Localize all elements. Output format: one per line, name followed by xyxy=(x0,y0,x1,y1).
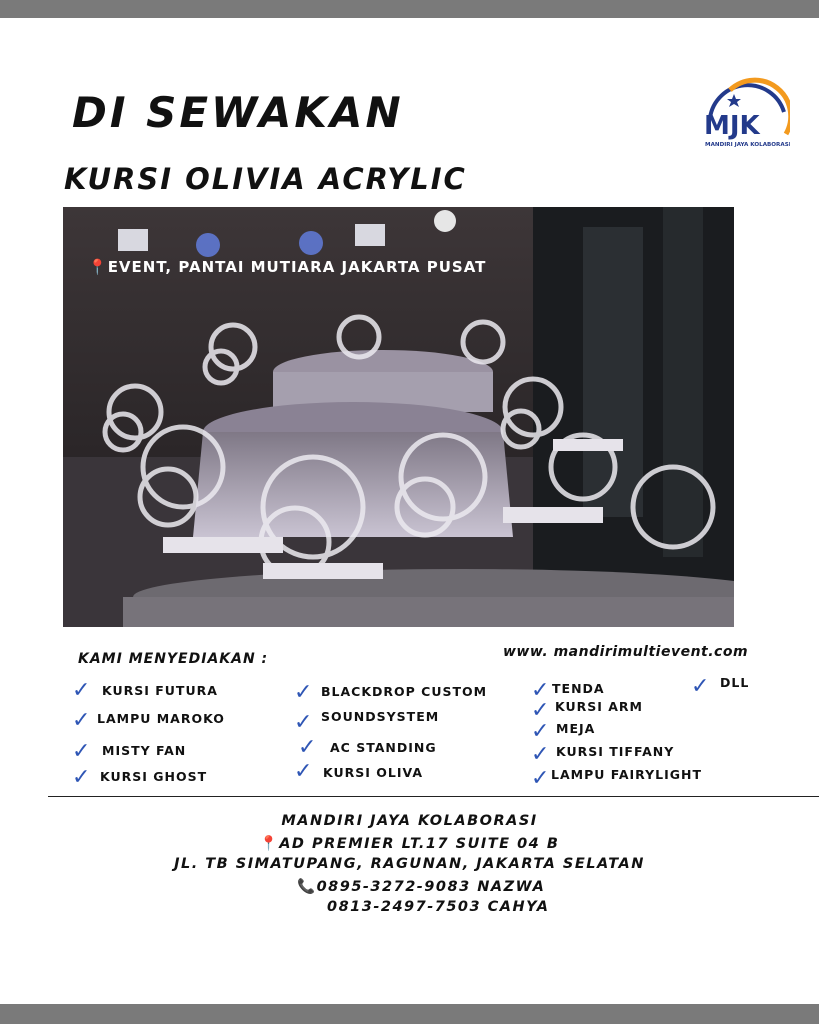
phone-icon: 📞 xyxy=(297,879,317,895)
service-item: BLACKDROP CUSTOM xyxy=(321,684,488,699)
check-icon: ✓ xyxy=(691,674,710,699)
page-subtitle: KURSI OLIVIA ACRYLIC xyxy=(64,162,467,196)
check-icon: ✓ xyxy=(72,739,91,764)
check-icon: ✓ xyxy=(531,766,550,791)
check-icon: ✓ xyxy=(531,719,550,744)
location-pin-icon: 📍 xyxy=(88,258,108,276)
service-item: KURSI TIFFANY xyxy=(556,744,675,759)
event-location-text: EVENT, PANTAI MUTIARA JAKARTA PUSAT xyxy=(107,258,487,276)
service-item: MISTY FAN xyxy=(102,743,187,758)
check-icon: ✓ xyxy=(294,680,313,705)
event-location-caption xyxy=(88,258,486,276)
website-link[interactable]: www. mandirimultievent.com xyxy=(503,644,749,660)
location-pin-icon: 📍 xyxy=(259,836,280,852)
service-item: KURSI GHOST xyxy=(100,769,208,784)
check-icon: ✓ xyxy=(72,708,91,733)
check-icon: ✓ xyxy=(72,765,91,790)
footer-phone-1-text[interactable]: 0895-3272-9083 NAZWA xyxy=(316,879,546,895)
service-item: KURSI ARM xyxy=(555,699,643,714)
footer-company: MANDIRI JAYA KOLABORASI xyxy=(281,813,538,829)
service-item: AC STANDING xyxy=(330,740,437,755)
service-item: DLL xyxy=(720,675,750,690)
check-icon: ✓ xyxy=(294,759,313,784)
logo-mark: MJK xyxy=(704,111,760,141)
service-item: MEJA xyxy=(556,721,596,736)
service-item: LAMPU MAROKO xyxy=(97,711,225,726)
service-item: TENDA xyxy=(552,681,605,696)
footer-address-1-text: AD PREMIER LT.17 SUITE 04 B xyxy=(279,836,560,852)
check-icon: ✓ xyxy=(531,742,550,767)
divider-line xyxy=(48,796,819,797)
check-icon: ✓ xyxy=(294,710,313,735)
bottom-border-bar xyxy=(0,1004,819,1024)
check-icon: ✓ xyxy=(531,698,550,723)
services-heading: KAMI MENYEDIAKAN : xyxy=(78,651,269,667)
footer-phone-line-2[interactable]: 0813-2497-7503 CAHYA xyxy=(327,899,550,915)
service-item: KURSI OLIVA xyxy=(323,765,423,780)
footer-address-line-2: JL. TB SIMATUPANG, RAGUNAN, JAKARTA SELATAN xyxy=(174,856,645,872)
footer-phone-line-1 xyxy=(297,878,545,895)
footer-address-line-1 xyxy=(0,835,819,852)
check-icon: ✓ xyxy=(531,678,550,703)
mjk-logo xyxy=(700,76,790,152)
service-item: SOUNDSYSTEM xyxy=(321,709,440,724)
service-item: LAMPU FAIRYLIGHT xyxy=(551,767,703,782)
check-icon: ✓ xyxy=(298,735,317,760)
logo-caption: MANDIRI JAYA KOLABORASI xyxy=(705,142,790,148)
service-item: KURSI FUTURA xyxy=(102,683,218,698)
check-icon: ✓ xyxy=(72,678,91,703)
page-title: DI SEWAKAN xyxy=(72,88,404,137)
top-border-bar xyxy=(0,0,819,18)
